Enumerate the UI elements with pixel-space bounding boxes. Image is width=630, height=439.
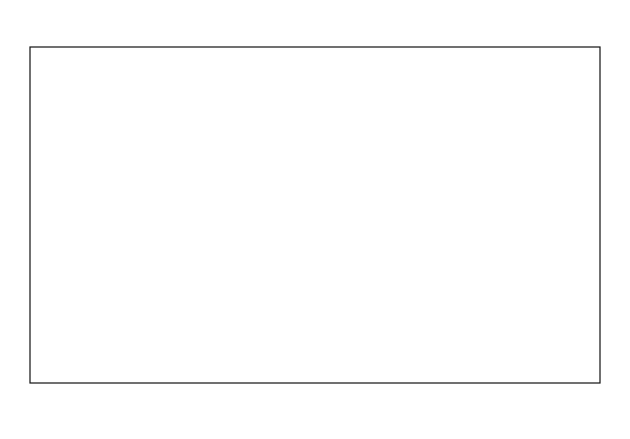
category-1-header	[32, 92, 40, 120]
category-2-header	[45, 92, 53, 120]
third-party-committee-header	[378, 56, 398, 122]
category-4-header	[73, 92, 81, 120]
category-3-header	[59, 92, 67, 120]
complaint-receiver-header	[334, 60, 350, 122]
third-party-evaluation-header	[400, 50, 420, 90]
third-party-evaluation-year-header	[402, 90, 418, 122]
capacity-header	[318, 70, 328, 110]
manager-age-header	[519, 80, 529, 108]
complaint-resolver-header	[357, 60, 373, 122]
